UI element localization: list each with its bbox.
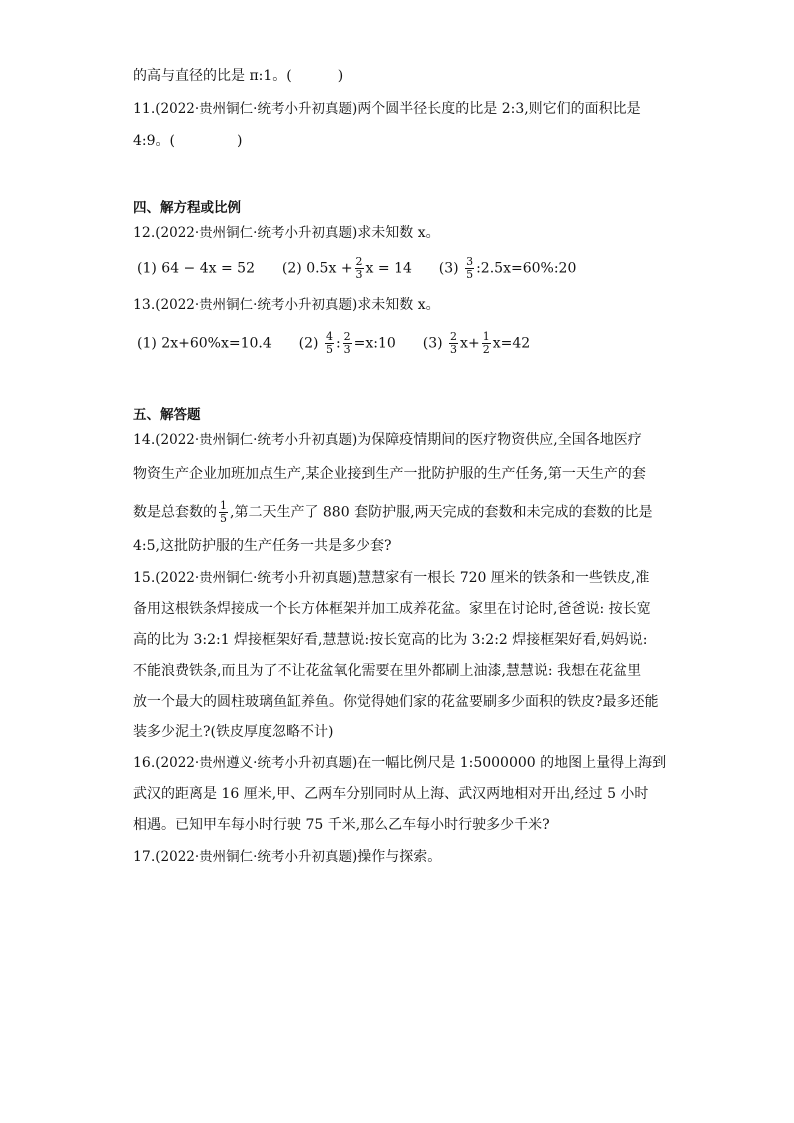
fraction	[465, 256, 474, 281]
question-number: 13.	[133, 297, 156, 313]
section-title-4: 四、解方程或比例	[133, 200, 241, 216]
question-12-equations	[137, 256, 576, 281]
question-14-line4: 4:5,这批防护服的生产任务一共是多少套?	[133, 538, 392, 554]
question-number: 17.	[133, 849, 156, 865]
question-15-line5: 放一个最大的圆柱玻璃鱼缸养鱼。你觉得她们家的花盆要刷多少面积的铁皮?最多还能	[133, 694, 659, 710]
question-source: (2022·贵州铜仁·统考小升初真题)	[155, 849, 358, 865]
fraction-numerator: 4	[325, 330, 333, 343]
question-10-tail	[133, 66, 343, 86]
fraction	[482, 331, 491, 356]
equation-3-label: (3)	[422, 335, 443, 352]
question-13-equations	[137, 331, 530, 356]
fraction-denominator: 3	[343, 343, 351, 356]
ratio-colon: :	[335, 335, 341, 352]
question-text: 求未知数 x。	[357, 297, 440, 313]
question-12	[133, 223, 440, 243]
fraction	[355, 256, 364, 281]
question-10-tail-text: 的高与直径的比是 π:1。(	[133, 68, 292, 84]
question-text: 4:9。(	[133, 133, 175, 149]
question-16-line2: 武汉的距离是 16 厘米,甲、乙两车分别同时从上海、武汉两地相对开出,经过 5 小时	[133, 786, 649, 802]
question-number: 16.	[133, 755, 156, 771]
equation-1-label: (1)	[137, 335, 157, 352]
question-number: 11.	[133, 101, 156, 117]
section-title-5: 五、解答题	[133, 407, 201, 423]
equation-2-label: (2)	[281, 260, 302, 277]
equation-3-post: :2.5x=60%:20	[476, 260, 577, 277]
question-13	[133, 295, 440, 315]
question-text: 慧慧家有一根长 720 厘米的铁条和一些铁皮,准	[357, 570, 650, 586]
fraction-denominator: 3	[355, 268, 363, 281]
equation-3-mid: x+	[460, 335, 480, 352]
question-11	[133, 99, 641, 119]
answer-blank-close: )	[237, 133, 243, 149]
fraction-numerator: 2	[343, 330, 351, 343]
question-15-line2: 备用这根铁条焊接成一个长方体框架并加工成养花盆。家里在讨论时,爸爸说: 按长宽	[133, 601, 651, 617]
question-text: 在一幅比例尺是 1:5000000 的地图上量得上海到	[357, 755, 667, 771]
question-number: 12.	[133, 225, 156, 241]
question-text: 数是总套数的	[133, 504, 217, 521]
equation-1-label: (1)	[137, 260, 157, 277]
fraction-denominator: 5	[466, 268, 474, 281]
fraction	[343, 331, 352, 356]
fraction	[449, 331, 458, 356]
fraction	[219, 500, 228, 525]
question-14-line3	[133, 500, 653, 525]
question-number: 14.	[133, 432, 156, 448]
equation-2-label: (2)	[298, 335, 319, 352]
fraction-numerator: 1	[220, 499, 227, 512]
question-16	[133, 753, 666, 773]
fraction-numerator: 2	[450, 330, 458, 343]
fraction-denominator: 2	[482, 343, 490, 356]
equation-2-post: x = 14	[365, 260, 412, 277]
question-15-line3: 高的比为 3:2:1 焊接框架好看,慧慧说:按长宽高的比为 3:2:2 焊接框架好看,妈妈说:	[133, 632, 648, 648]
equation-1: 64 − 4x = 52	[161, 260, 255, 277]
question-source: (2022·贵州铜仁·统考小升初真题)	[155, 432, 358, 448]
fraction-numerator: 3	[466, 255, 474, 268]
fraction-numerator: 1	[482, 330, 490, 343]
question-11-cont	[133, 131, 242, 151]
question-16-line3: 相遇。已知甲车每小时行驶 75 千米,那么乙车每小时行驶多少千米?	[133, 817, 550, 833]
question-text: 求未知数 x。	[357, 225, 440, 241]
answer-blank-close: )	[337, 68, 344, 84]
question-source: (2022·贵州铜仁·统考小升初真题)	[155, 570, 358, 586]
question-14	[133, 430, 642, 450]
question-source: (2022·贵州铜仁·统考小升初真题)	[155, 297, 358, 313]
question-17	[133, 847, 441, 867]
question-text: 操作与探索。	[357, 849, 442, 865]
question-text: 两个圆半径长度的比是 2:3,则它们的面积比是	[357, 101, 641, 117]
question-source: (2022·贵州铜仁·统考小升初真题)	[155, 225, 358, 241]
equation-3-post: x=42	[492, 335, 531, 352]
question-number: 15.	[133, 570, 156, 586]
fraction-denominator: 3	[450, 343, 458, 356]
question-15-line6: 装多少泥土?(铁皮厚度忽略不计)	[133, 724, 334, 740]
equation-2-post: =x:10	[353, 335, 396, 352]
question-text: 为保障疫情期间的医疗物资供应,全国各地医疗	[357, 432, 642, 448]
fraction-denominator: 5	[220, 512, 227, 525]
question-source: (2022·贵州铜仁·统考小升初真题)	[155, 101, 358, 117]
question-15-line4: 不能浪费铁条,而且为了不让花盆氧化需要在里外都刷上油漆,慧慧说: 我想在花盆里	[133, 663, 642, 679]
question-15	[133, 568, 649, 588]
question-14-line2: 物资生产企业加班加点生产,某企业接到生产一批防护服的生产任务,第一天生产的套	[133, 466, 646, 482]
question-source: (2022·贵州遵义·统考小升初真题)	[155, 755, 358, 771]
equation-2-pre: 0.5x +	[306, 260, 353, 277]
fraction-numerator: 2	[355, 255, 363, 268]
fraction-denominator: 5	[325, 343, 333, 356]
fraction	[325, 331, 334, 356]
equation-3-label: (3)	[438, 260, 459, 277]
equation-1: 2x+60%x=10.4	[161, 335, 272, 352]
question-text: ,第二天生产了 880 套防护服,两天完成的套数和未完成的套数的比是	[230, 504, 653, 521]
